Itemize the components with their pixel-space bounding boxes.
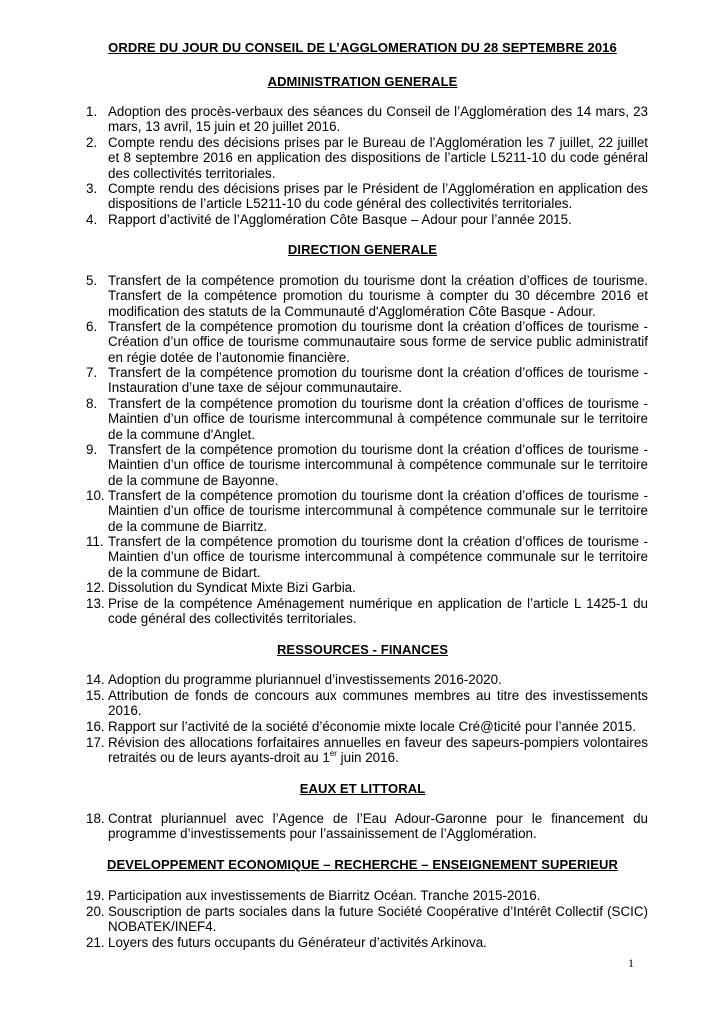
item-text: Participation aux investissements de Biarritz Océan. Tranche 2015-2016.	[108, 888, 541, 903]
item-text: Transfert de la compétence promotion du tourisme dont la création d’offices de tourisme. Transfert de la compétence promotion du tourisme à compter du 30 décembre 2016 et modification des statuts de la Communauté d'Agglomération Côte Basque - Adour.	[108, 273, 648, 319]
agenda-item-16	[86, 719, 648, 734]
agenda-item-14	[86, 672, 648, 687]
item-number: 16.	[86, 719, 105, 734]
item-text-main: Révision des allocations forfaitaires annuelles en faveur des sapeurs-pompiers volontaires retraités ou de leurs ayants-droit au 1	[108, 735, 648, 766]
item-number: 12.	[86, 580, 105, 595]
item-text: Rapport d’activité de l’Agglomération Côte Basque – Adour pour l’année 2015.	[108, 212, 572, 227]
item-number: 17.	[86, 735, 105, 750]
section-heading-administration: ADMINISTRATION GENERALE	[267, 74, 458, 89]
item-text	[108, 735, 648, 766]
item-text-end: juin 2016.	[336, 750, 399, 766]
item-text: Transfert de la compétence promotion du tourisme dont la création d’offices de tourisme - Instauration d’une taxe de séjour communautaire.	[108, 365, 648, 396]
agenda-item-13	[86, 596, 648, 627]
section-heading-developpement: DEVELOPPEMENT ECONOMIQUE – RECHERCHE – ENSEIGNEMENT SUPERIEUR	[106, 857, 618, 872]
item-number: 6.	[86, 319, 98, 334]
agenda-item-17	[86, 735, 648, 766]
agenda-item-18	[86, 811, 648, 842]
item-number: 8.	[86, 396, 98, 411]
ordinal-superscript: er	[329, 748, 337, 758]
agenda-item-12	[86, 580, 648, 595]
item-number: 19.	[86, 888, 105, 903]
item-text: Transfert de la compétence promotion du tourisme dont la création d’offices de tourisme - Maintien d’un office de tourisme intercommunal à compétence communale sur le territoire de la commune d'Anglet.	[108, 396, 648, 442]
agenda-item-3	[86, 181, 648, 212]
document-title: ORDRE DU JOUR DU CONSEIL DE L’AGGLOMERATION DU 28 SEPTEMBRE 2016	[108, 40, 617, 55]
agenda-item-6	[86, 319, 648, 365]
item-text: Adoption du programme pluriannuel d’investissements 2016-2020.	[108, 672, 502, 687]
agenda-item-10	[86, 488, 648, 534]
agenda-item-8	[86, 396, 648, 442]
item-number: 14.	[86, 672, 105, 687]
item-number: 3.	[86, 181, 98, 196]
item-number: 7.	[86, 365, 98, 380]
item-text: Transfert de la compétence promotion du tourisme dont la création d’offices de tourisme - Maintien d’un office de tourisme intercommunal à compétence communale sur le territoire de la commune de Bidart.	[108, 534, 648, 580]
item-text: Transfert de la compétence promotion du tourisme dont la création d’offices de tourisme - Maintien d’un office de tourisme intercommunal à compétence communale sur le territoire de la commune de Biarritz.	[108, 488, 648, 534]
item-text: Adoption des procès-verbaux des séances du Conseil de l’Agglomération des 14 mars, 23 mars, 13 avril, 15 juin et 20 juillet 2016.	[108, 104, 648, 135]
agenda-item-15	[86, 688, 648, 719]
item-number: 9.	[86, 442, 98, 457]
item-number: 11.	[86, 534, 104, 549]
item-number: 4.	[86, 212, 98, 227]
item-text: Contrat pluriannuel avec l’Agence de l’Eau Adour-Garonne pour le financement du programme d’investissements pour l’assainissement de l’Agglomération.	[108, 811, 648, 842]
item-text: Attribution de fonds de concours aux communes membres au titre des investissements 2016.	[108, 688, 648, 719]
section-heading-eaux: EAUX ET LITTORAL	[299, 781, 426, 796]
item-number: 18.	[86, 811, 105, 826]
agenda-item-21	[86, 935, 648, 950]
item-text: Transfert de la compétence promotion du tourisme dont la création d’offices de tourisme - Maintien d’un office de tourisme intercommunal à compétence communale sur le territoire de la commune de Bayonne.	[108, 442, 648, 488]
item-text: Loyers des futurs occupants du Générateur d’activités Arkinova.	[108, 935, 487, 950]
section-heading-finances: RESSOURCES - FINANCES	[276, 642, 449, 657]
agenda-item-5	[86, 273, 648, 319]
item-number: 2.	[86, 135, 98, 150]
item-number: 20.	[86, 904, 105, 919]
item-text: Compte rendu des décisions prises par le Bureau de l’Agglomération les 7 juillet, 22 juillet et 8 septembre 2016 en application des dispositions de l’article L5211-10 du code général des collectivités territoriales.	[108, 135, 648, 181]
agenda-item-9	[86, 442, 648, 488]
item-text: Compte rendu des décisions prises par le Président de l’Agglomération en application des dispositions de l’article L5211-10 du code général des collectivités territoriales.	[108, 181, 648, 212]
agenda-item-2	[86, 135, 648, 181]
page-number: 1	[628, 956, 634, 970]
item-text: Rapport sur l’activité de la société d’économie mixte locale Cré@ticité pour l’année 2015.	[108, 719, 636, 734]
item-number: 13.	[86, 596, 105, 611]
agenda-item-11	[86, 534, 648, 580]
agenda-item-1	[86, 104, 648, 135]
item-number: 5.	[86, 273, 98, 288]
item-number: 1.	[86, 104, 98, 119]
item-number: 10.	[86, 488, 105, 503]
agenda-item-19	[86, 888, 648, 903]
item-text: Dissolution du Syndicat Mixte Bizi Garbia.	[108, 580, 356, 595]
agenda-item-7	[86, 365, 648, 396]
item-number: 15.	[86, 688, 105, 703]
item-text: Transfert de la compétence promotion du tourisme dont la création d’offices de tourisme - Création d’un office de tourisme communautaire sous forme de service public administratif en régie dotée de l’autonomie financière.	[108, 319, 648, 365]
section-heading-direction: DIRECTION GENERALE	[287, 242, 438, 257]
item-text: Souscription de parts sociales dans la future Société Coopérative d’Intérêt Collectif (SCIC) NOBATEK/INEF4.	[108, 904, 648, 935]
agenda-item-4	[86, 212, 648, 227]
agenda-item-20	[86, 904, 648, 935]
item-text: Prise de la compétence Aménagement numérique en application de l’article L 1425-1 du code général des collectivités territoriales.	[108, 596, 648, 627]
item-number: 21.	[86, 935, 105, 950]
